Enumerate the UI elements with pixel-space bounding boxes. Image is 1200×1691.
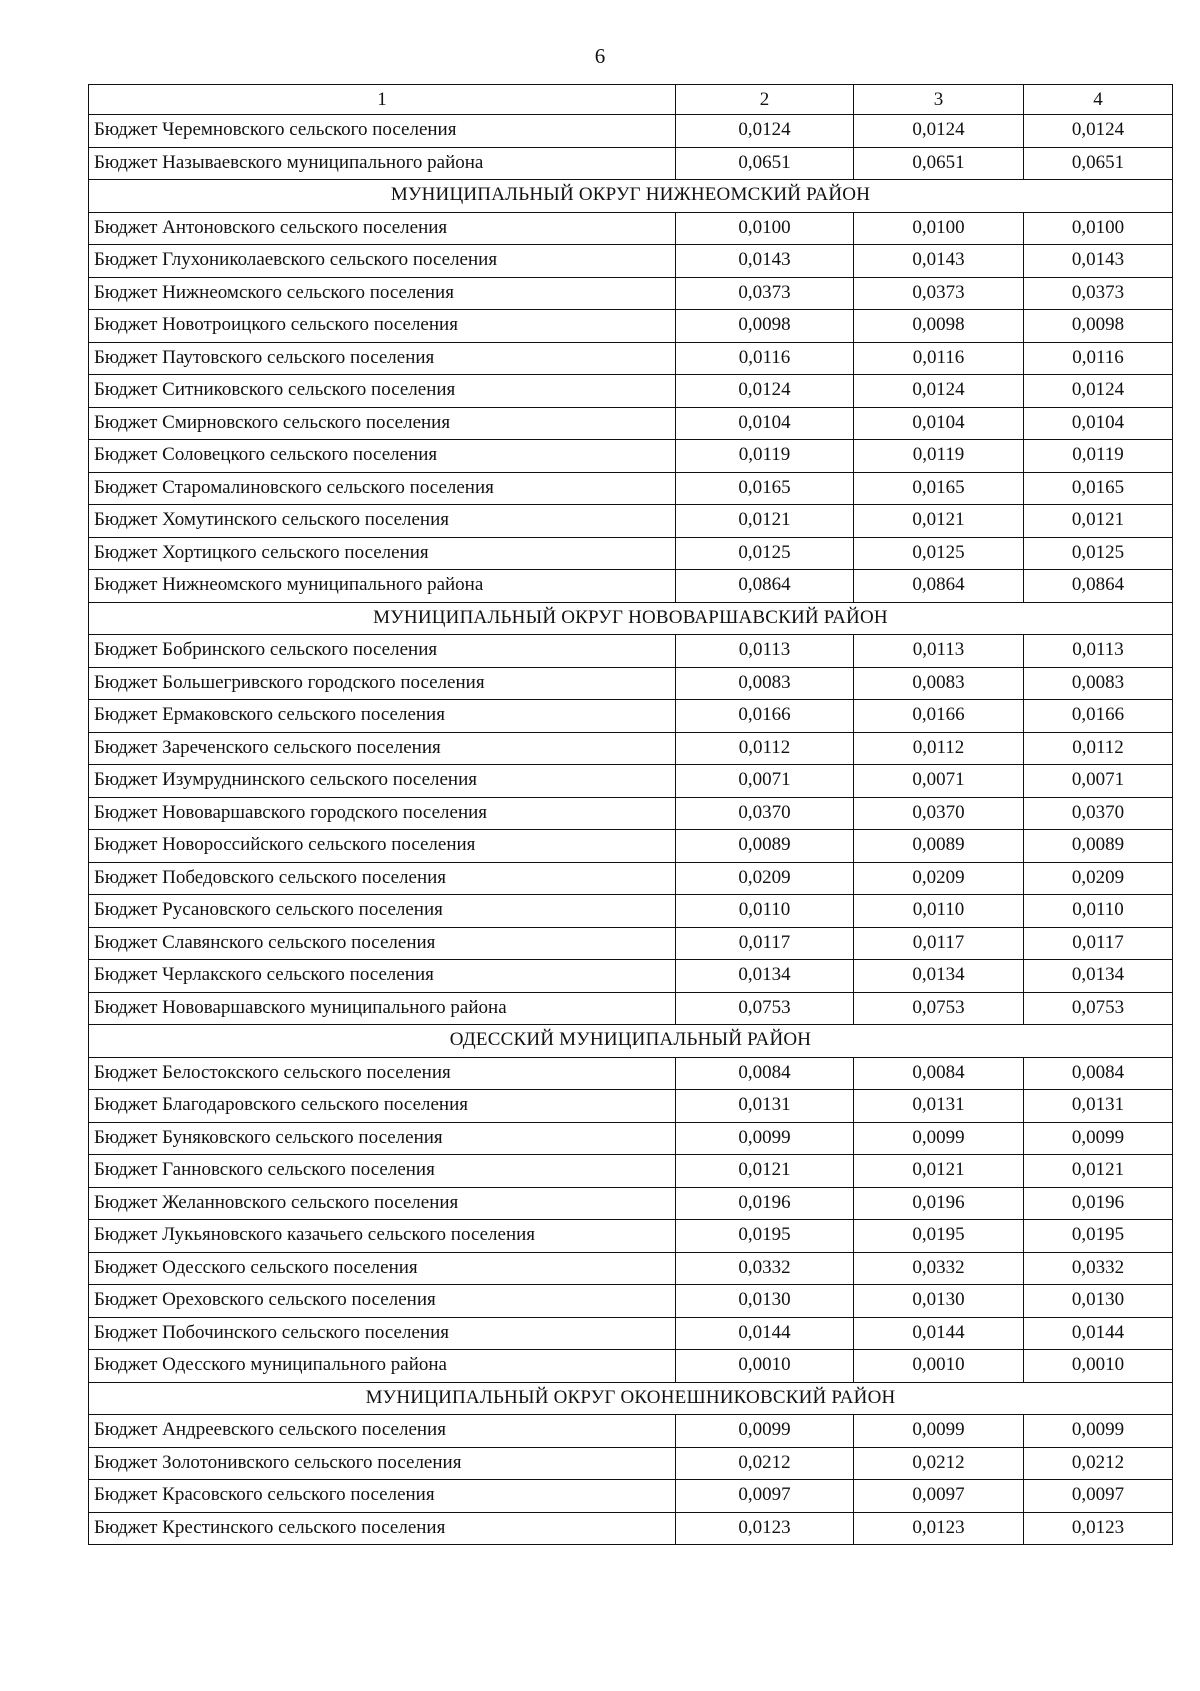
value-cell-col-3: 0,0123 — [854, 1512, 1024, 1545]
value-cell-col-3: 0,0753 — [854, 992, 1024, 1025]
value-cell-col-3: 0,0196 — [854, 1187, 1024, 1220]
budget-name-cell: Бюджет Ситниковского сельского поселения — [89, 375, 676, 408]
value-cell-col-3: 0,0166 — [854, 700, 1024, 733]
table-row — [89, 960, 1173, 993]
value-cell-col-2: 0,0112 — [676, 732, 854, 765]
budget-name-cell: Бюджет Зареченского сельского поселения — [89, 732, 676, 765]
budget-name-cell: Бюджет Нижнеомского сельского поселения — [89, 277, 676, 310]
budget-name-cell: Бюджет Белостокского сельского поселения — [89, 1057, 676, 1090]
budget-name-cell: Бюджет Соловецкого сельского поселения — [89, 440, 676, 473]
value-cell-col-3: 0,0209 — [854, 862, 1024, 895]
column-number-header-row — [89, 85, 1173, 115]
value-cell-col-3: 0,0165 — [854, 472, 1024, 505]
table-row — [89, 1415, 1173, 1448]
value-cell-col-4: 0,0864 — [1024, 570, 1173, 603]
value-cell-col-2: 0,0130 — [676, 1285, 854, 1318]
value-cell-col-3: 0,0104 — [854, 407, 1024, 440]
value-cell-col-4: 0,0097 — [1024, 1480, 1173, 1513]
budget-name-cell: Бюджет Новороссийского сельского поселения — [89, 830, 676, 863]
table-row — [89, 667, 1173, 700]
table-row — [89, 927, 1173, 960]
value-cell-col-4: 0,0117 — [1024, 927, 1173, 960]
value-cell-col-2: 0,0099 — [676, 1122, 854, 1155]
value-cell-col-4: 0,0195 — [1024, 1220, 1173, 1253]
value-cell-col-2: 0,0143 — [676, 245, 854, 278]
value-cell-col-4: 0,0370 — [1024, 797, 1173, 830]
budget-name-cell: Бюджет Ореховского сельского поселения — [89, 1285, 676, 1318]
budget-name-cell: Бюджет Ганновского сельского поселения — [89, 1155, 676, 1188]
value-cell-col-3: 0,0098 — [854, 310, 1024, 343]
value-cell-col-4: 0,0123 — [1024, 1512, 1173, 1545]
value-cell-col-4: 0,0651 — [1024, 147, 1173, 180]
value-cell-col-2: 0,0104 — [676, 407, 854, 440]
value-cell-col-2: 0,0651 — [676, 147, 854, 180]
table-row — [89, 1220, 1173, 1253]
budget-name-cell: Бюджет Новотроицкого сельского поселения — [89, 310, 676, 343]
budget-name-cell: Бюджет Нижнеомского муниципального района — [89, 570, 676, 603]
budget-name-cell: Бюджет Черлакского сельского поселения — [89, 960, 676, 993]
value-cell-col-4: 0,0010 — [1024, 1350, 1173, 1383]
value-cell-col-3: 0,0332 — [854, 1252, 1024, 1285]
table-row — [89, 992, 1173, 1025]
value-cell-col-3: 0,0124 — [854, 375, 1024, 408]
value-cell-col-3: 0,0084 — [854, 1057, 1024, 1090]
column-number-1: 1 — [89, 85, 676, 115]
value-cell-col-4: 0,0165 — [1024, 472, 1173, 505]
value-cell-col-2: 0,0123 — [676, 1512, 854, 1545]
value-cell-col-3: 0,0116 — [854, 342, 1024, 375]
value-cell-col-4: 0,0100 — [1024, 212, 1173, 245]
value-cell-col-4: 0,0098 — [1024, 310, 1173, 343]
budget-name-cell: Бюджет Желанновского сельского поселения — [89, 1187, 676, 1220]
value-cell-col-3: 0,0143 — [854, 245, 1024, 278]
value-cell-col-4: 0,0121 — [1024, 1155, 1173, 1188]
value-cell-col-4: 0,0099 — [1024, 1415, 1173, 1448]
value-cell-col-4: 0,0166 — [1024, 700, 1173, 733]
value-cell-col-4: 0,0212 — [1024, 1447, 1173, 1480]
budget-name-cell: Бюджет Большегривского городского поселения — [89, 667, 676, 700]
value-cell-col-2: 0,0131 — [676, 1090, 854, 1123]
budget-name-cell: Бюджет Красовского сельского поселения — [89, 1480, 676, 1513]
table-row — [89, 342, 1173, 375]
value-cell-col-2: 0,0124 — [676, 115, 854, 148]
section-header-row — [89, 602, 1173, 635]
budget-name-cell: Бюджет Старомалиновского сельского поселения — [89, 472, 676, 505]
table-row — [89, 1090, 1173, 1123]
value-cell-col-3: 0,0071 — [854, 765, 1024, 798]
table-row — [89, 375, 1173, 408]
value-cell-col-4: 0,0071 — [1024, 765, 1173, 798]
budget-name-cell: Бюджет Глухониколаевского сельского поселения — [89, 245, 676, 278]
budget-name-cell: Бюджет Нововаршавского городского поселения — [89, 797, 676, 830]
table-row — [89, 1187, 1173, 1220]
value-cell-col-3: 0,0112 — [854, 732, 1024, 765]
value-cell-col-3: 0,0121 — [854, 505, 1024, 538]
column-number-4: 4 — [1024, 85, 1173, 115]
table-row — [89, 212, 1173, 245]
table-row — [89, 1317, 1173, 1350]
value-cell-col-2: 0,0165 — [676, 472, 854, 505]
table-row — [89, 635, 1173, 668]
table-row — [89, 797, 1173, 830]
budget-name-cell: Бюджет Русановского сельского поселения — [89, 895, 676, 928]
value-cell-col-3: 0,0010 — [854, 1350, 1024, 1383]
budget-name-cell: Бюджет Нововаршавского муниципального района — [89, 992, 676, 1025]
table-row — [89, 310, 1173, 343]
value-cell-col-4: 0,0209 — [1024, 862, 1173, 895]
budget-distribution-table — [88, 84, 1173, 1545]
table-row — [89, 505, 1173, 538]
value-cell-col-3: 0,0097 — [854, 1480, 1024, 1513]
value-cell-col-4: 0,0134 — [1024, 960, 1173, 993]
value-cell-col-3: 0,0130 — [854, 1285, 1024, 1318]
column-number-2: 2 — [676, 85, 854, 115]
section-title: МУНИЦИПАЛЬНЫЙ ОКРУГ НИЖНЕОМСКИЙ РАЙОН — [89, 180, 1173, 213]
column-number-3: 3 — [854, 85, 1024, 115]
value-cell-col-4: 0,0110 — [1024, 895, 1173, 928]
budget-name-cell: Бюджет Смирновского сельского поселения — [89, 407, 676, 440]
value-cell-col-3: 0,0131 — [854, 1090, 1024, 1123]
table-row — [89, 277, 1173, 310]
value-cell-col-2: 0,0089 — [676, 830, 854, 863]
value-cell-col-3: 0,0089 — [854, 830, 1024, 863]
value-cell-col-4: 0,0332 — [1024, 1252, 1173, 1285]
table-row — [89, 1155, 1173, 1188]
budget-name-cell: Бюджет Изумруднинского сельского поселения — [89, 765, 676, 798]
value-cell-col-4: 0,0083 — [1024, 667, 1173, 700]
value-cell-col-4: 0,0753 — [1024, 992, 1173, 1025]
table-row — [89, 1285, 1173, 1318]
table-row — [89, 1350, 1173, 1383]
value-cell-col-3: 0,0099 — [854, 1122, 1024, 1155]
section-header-row — [89, 180, 1173, 213]
value-cell-col-2: 0,0010 — [676, 1350, 854, 1383]
value-cell-col-2: 0,0100 — [676, 212, 854, 245]
value-cell-col-3: 0,0134 — [854, 960, 1024, 993]
table-row — [89, 570, 1173, 603]
value-cell-col-4: 0,0119 — [1024, 440, 1173, 473]
value-cell-col-2: 0,0097 — [676, 1480, 854, 1513]
value-cell-col-3: 0,0370 — [854, 797, 1024, 830]
value-cell-col-2: 0,0099 — [676, 1415, 854, 1448]
value-cell-col-2: 0,0119 — [676, 440, 854, 473]
value-cell-col-2: 0,0134 — [676, 960, 854, 993]
budget-name-cell: Бюджет Ермаковского сельского поселения — [89, 700, 676, 733]
value-cell-col-3: 0,0083 — [854, 667, 1024, 700]
value-cell-col-2: 0,0098 — [676, 310, 854, 343]
section-header-row — [89, 1382, 1173, 1415]
budget-name-cell: Бюджет Золотонивского сельского поселения — [89, 1447, 676, 1480]
value-cell-col-2: 0,0212 — [676, 1447, 854, 1480]
value-cell-col-2: 0,0373 — [676, 277, 854, 310]
value-cell-col-2: 0,0196 — [676, 1187, 854, 1220]
value-cell-col-2: 0,0144 — [676, 1317, 854, 1350]
value-cell-col-3: 0,0099 — [854, 1415, 1024, 1448]
budget-name-cell: Бюджет Славянского сельского поселения — [89, 927, 676, 960]
value-cell-col-2: 0,0195 — [676, 1220, 854, 1253]
table-body — [89, 85, 1173, 1545]
value-cell-col-4: 0,0125 — [1024, 537, 1173, 570]
value-cell-col-4: 0,0112 — [1024, 732, 1173, 765]
budget-name-cell: Бюджет Бобринского сельского поселения — [89, 635, 676, 668]
budget-name-cell: Бюджет Хомутинского сельского поселения — [89, 505, 676, 538]
value-cell-col-3: 0,0195 — [854, 1220, 1024, 1253]
table-row — [89, 245, 1173, 278]
value-cell-col-4: 0,0121 — [1024, 505, 1173, 538]
section-title: МУНИЦИПАЛЬНЫЙ ОКРУГ ОКОНЕШНИКОВСКИЙ РАЙОН — [89, 1382, 1173, 1415]
value-cell-col-3: 0,0100 — [854, 212, 1024, 245]
page-number: 6 — [594, 44, 606, 68]
value-cell-col-2: 0,0125 — [676, 537, 854, 570]
table-row — [89, 1480, 1173, 1513]
value-cell-col-3: 0,0110 — [854, 895, 1024, 928]
value-cell-col-2: 0,0370 — [676, 797, 854, 830]
value-cell-col-2: 0,0209 — [676, 862, 854, 895]
value-cell-col-2: 0,0121 — [676, 1155, 854, 1188]
table-row — [89, 407, 1173, 440]
section-title: ОДЕССКИЙ МУНИЦИПАЛЬНЫЙ РАЙОН — [89, 1025, 1173, 1058]
value-cell-col-2: 0,0113 — [676, 635, 854, 668]
table-row — [89, 895, 1173, 928]
value-cell-col-4: 0,0113 — [1024, 635, 1173, 668]
value-cell-col-4: 0,0089 — [1024, 830, 1173, 863]
table-row — [89, 115, 1173, 148]
value-cell-col-2: 0,0121 — [676, 505, 854, 538]
value-cell-col-2: 0,0083 — [676, 667, 854, 700]
table-row — [89, 440, 1173, 473]
value-cell-col-2: 0,0166 — [676, 700, 854, 733]
value-cell-col-3: 0,0124 — [854, 115, 1024, 148]
value-cell-col-3: 0,0373 — [854, 277, 1024, 310]
budget-name-cell: Бюджет Победовского сельского поселения — [89, 862, 676, 895]
value-cell-col-4: 0,0084 — [1024, 1057, 1173, 1090]
value-cell-col-4: 0,0143 — [1024, 245, 1173, 278]
budget-name-cell: Бюджет Буняковского сельского поселения — [89, 1122, 676, 1155]
budget-name-cell: Бюджет Хортицкого сельского поселения — [89, 537, 676, 570]
value-cell-col-4: 0,0131 — [1024, 1090, 1173, 1123]
value-cell-col-4: 0,0124 — [1024, 375, 1173, 408]
table-row — [89, 1122, 1173, 1155]
value-cell-col-4: 0,0196 — [1024, 1187, 1173, 1220]
value-cell-col-3: 0,0144 — [854, 1317, 1024, 1350]
table-row — [89, 147, 1173, 180]
value-cell-col-3: 0,0125 — [854, 537, 1024, 570]
value-cell-col-3: 0,0113 — [854, 635, 1024, 668]
value-cell-col-3: 0,0864 — [854, 570, 1024, 603]
table-row — [89, 862, 1173, 895]
budget-name-cell: Бюджет Андреевского сельского поселения — [89, 1415, 676, 1448]
budget-name-cell: Бюджет Паутовского сельского поселения — [89, 342, 676, 375]
table-row — [89, 1447, 1173, 1480]
table-row — [89, 1057, 1173, 1090]
table-row — [89, 1252, 1173, 1285]
value-cell-col-4: 0,0124 — [1024, 115, 1173, 148]
budget-name-cell: Бюджет Одесского сельского поселения — [89, 1252, 676, 1285]
table-row — [89, 765, 1173, 798]
table-row — [89, 700, 1173, 733]
value-cell-col-2: 0,0864 — [676, 570, 854, 603]
value-cell-col-2: 0,0116 — [676, 342, 854, 375]
value-cell-col-2: 0,0110 — [676, 895, 854, 928]
budget-name-cell: Бюджет Крестинского сельского поселения — [89, 1512, 676, 1545]
table-row — [89, 1512, 1173, 1545]
value-cell-col-4: 0,0104 — [1024, 407, 1173, 440]
budget-name-cell: Бюджет Называевского муниципального района — [89, 147, 676, 180]
table-row — [89, 732, 1173, 765]
value-cell-col-2: 0,0117 — [676, 927, 854, 960]
value-cell-col-4: 0,0130 — [1024, 1285, 1173, 1318]
value-cell-col-2: 0,0332 — [676, 1252, 854, 1285]
budget-name-cell: Бюджет Одесского муниципального района — [89, 1350, 676, 1383]
section-header-row — [89, 1025, 1173, 1058]
value-cell-col-3: 0,0212 — [854, 1447, 1024, 1480]
value-cell-col-4: 0,0373 — [1024, 277, 1173, 310]
value-cell-col-2: 0,0084 — [676, 1057, 854, 1090]
table-row — [89, 830, 1173, 863]
value-cell-col-2: 0,0753 — [676, 992, 854, 1025]
budget-name-cell: Бюджет Антоновского сельского поселения — [89, 212, 676, 245]
value-cell-col-2: 0,0071 — [676, 765, 854, 798]
value-cell-col-3: 0,0651 — [854, 147, 1024, 180]
section-title: МУНИЦИПАЛЬНЫЙ ОКРУГ НОВОВАРШАВСКИЙ РАЙОН — [89, 602, 1173, 635]
budget-name-cell: Бюджет Лукьяновского казачьего сельского поселения — [89, 1220, 676, 1253]
value-cell-col-2: 0,0124 — [676, 375, 854, 408]
value-cell-col-4: 0,0099 — [1024, 1122, 1173, 1155]
budget-name-cell: Бюджет Благодаровского сельского поселения — [89, 1090, 676, 1123]
value-cell-col-3: 0,0117 — [854, 927, 1024, 960]
value-cell-col-4: 0,0144 — [1024, 1317, 1173, 1350]
table-row — [89, 537, 1173, 570]
budget-name-cell: Бюджет Черемновского сельского поселения — [89, 115, 676, 148]
value-cell-col-3: 0,0119 — [854, 440, 1024, 473]
budget-name-cell: Бюджет Побочинского сельского поселения — [89, 1317, 676, 1350]
table-row — [89, 472, 1173, 505]
value-cell-col-3: 0,0121 — [854, 1155, 1024, 1188]
value-cell-col-4: 0,0116 — [1024, 342, 1173, 375]
